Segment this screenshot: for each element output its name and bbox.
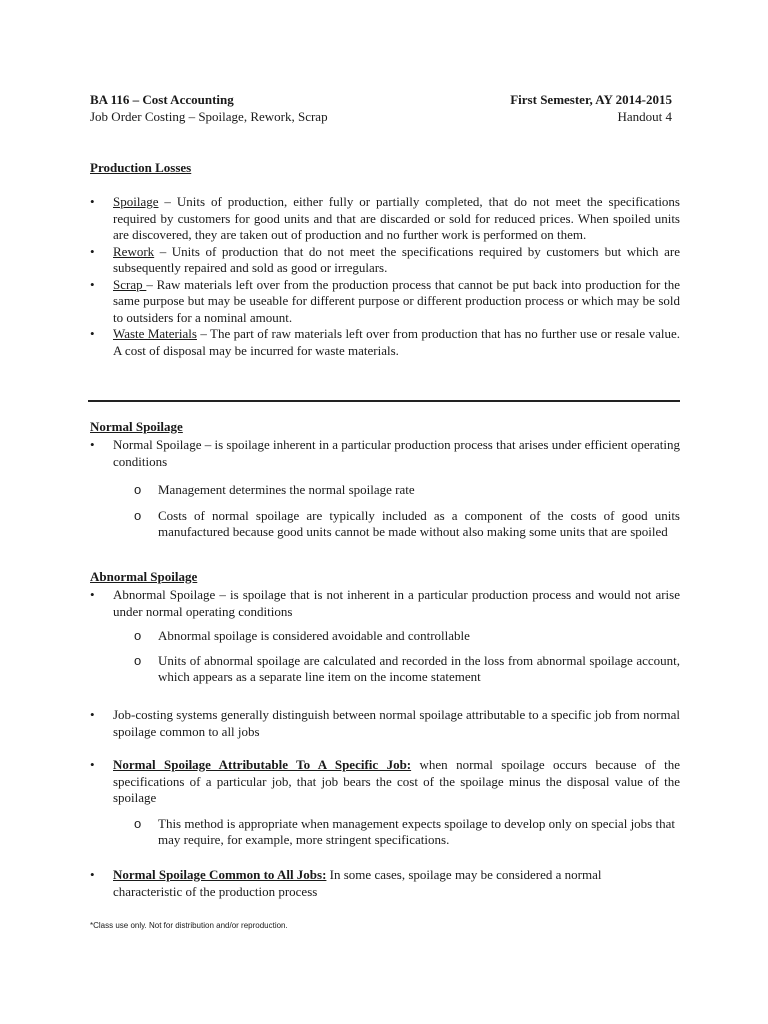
bullet-icon: •: [90, 437, 95, 452]
header-left: [90, 92, 328, 126]
abnormal-spoilage-definition: Abnormal Spoilage – is spoilage that is not inherent in a particular production process and would not arise under normal operating conditions: [113, 587, 680, 619]
circle-bullet-icon: o: [134, 628, 142, 643]
list-item: [90, 277, 680, 327]
sub-list-item: [90, 816, 680, 849]
normal-spoilage-definition: Normal Spoilage – is spoilage inherent in a particular production process that arises under efficient operating conditions: [113, 437, 680, 469]
definition-rework: – Units of production that do not meet the specifications required by customers but which are subsequently repaired and sold as good or irregulars.: [113, 243, 680, 275]
bullet-icon: •: [90, 194, 95, 209]
normal-spoilage-cost-note: Costs of normal spoilage are typically included as a component of the costs of good units manufactured because good units cannot be made without also making some units that are spoiled: [158, 507, 680, 539]
footer-note: *Class use only. Not for distribution and/or reproduction.: [90, 921, 288, 930]
all-jobs-block: [90, 867, 630, 900]
sub-list-item: [90, 628, 680, 645]
definition-waste-materials: – The part of raw materials left over from production that has no further use or resale value. A cost of disposal may be incurred for waste materials.: [113, 326, 680, 358]
header-right: [510, 92, 672, 126]
term-rework: Rework: [113, 243, 155, 259]
normal-spoilage-block: [90, 437, 680, 541]
list-item: [90, 326, 680, 359]
bullet-icon: •: [90, 587, 95, 602]
abnormal-spoilage-heading: Abnormal Spoilage: [90, 569, 198, 584]
list-item: [90, 244, 680, 277]
circle-bullet-icon: o: [134, 815, 142, 831]
sub-list-item: [90, 482, 680, 499]
bullet-icon: •: [90, 276, 95, 292]
circle-bullet-icon: o: [134, 507, 142, 523]
term-all-jobs: Normal Spoilage Common to All Jobs:: [113, 867, 327, 882]
normal-spoilage-heading: Normal Spoilage: [90, 419, 183, 434]
definition-spoilage: – Units of production, either fully or partially completed, that do not meet the specifications required by customers for good units and that are discarded or sold for reduced prices. When spoiled units are discovered, they are taken out of production and no further work is performed on them.: [113, 194, 680, 242]
abnormal-spoilage-block: [90, 587, 680, 686]
bullet-icon: •: [90, 867, 95, 882]
production-losses-list: [90, 194, 680, 359]
all-jobs-text: In some cases, spoilage may be considered a normal characteristic of the production process: [113, 867, 602, 899]
handout-label: Handout 4: [617, 109, 672, 124]
circle-bullet-icon: o: [134, 652, 142, 668]
term-waste-materials: Waste Materials: [113, 326, 197, 341]
definition-scrap: – Raw materials left over from the production process that cannot be put back into production for the same purpose but may be useable for different purpose or different production process or which may be sold to outsiders for a nominal amount.: [113, 276, 680, 325]
term-specific-job: Normal Spoilage Attributable To A Specific Job:: [113, 757, 412, 772]
list-item: [90, 757, 680, 807]
sub-list-item: [90, 653, 680, 686]
bullet-icon: •: [90, 707, 95, 722]
job-costing-text: Job-costing systems generally distinguish between normal spoilage attributable to a specific job from normal spoilage common to all jobs: [113, 707, 680, 739]
bullet-icon: •: [90, 757, 95, 772]
section-divider: [88, 400, 680, 402]
circle-bullet-icon: o: [134, 482, 142, 497]
abnormal-spoilage-loss-note: Units of abnormal spoilage are calculated and recorded in the loss from abnormal spoilage account, which appears as a separate line item on the income statement: [158, 652, 680, 684]
job-costing-block: [90, 707, 680, 740]
list-item: [90, 867, 630, 900]
term-scrap: Scrap: [113, 276, 147, 292]
list-item: [90, 437, 680, 470]
abnormal-spoilage-avoidable-note: Abnormal spoilage is considered avoidable and controllable: [158, 628, 470, 643]
bullet-icon: •: [90, 243, 95, 259]
normal-spoilage-rate-note: Management determines the normal spoilage rate: [158, 482, 415, 497]
sub-list-item: [90, 508, 680, 541]
bullet-icon: •: [90, 326, 95, 341]
production-losses-heading: Production Losses: [90, 160, 192, 175]
topic-title: Job Order Costing – Spoilage, Rework, Scrap: [90, 109, 328, 124]
term-spoilage: Spoilage: [113, 194, 159, 209]
list-item: [90, 707, 680, 740]
specific-job-method-note: This method is appropriate when management expects spoilage to develop only on special jobs that may require, for example, more stringent specifications.: [158, 815, 675, 847]
specific-job-text: when normal spoilage occurs because of the specifications of a particular job, that job bears the cost of the spoilage minus the disposal value of the spoilage: [113, 757, 680, 805]
course-title: BA 116 – Cost Accounting: [90, 92, 234, 107]
semester-label: First Semester, AY 2014-2015: [510, 92, 672, 107]
specific-job-block: [90, 757, 680, 849]
list-item: [90, 587, 680, 620]
list-item: [90, 194, 680, 244]
